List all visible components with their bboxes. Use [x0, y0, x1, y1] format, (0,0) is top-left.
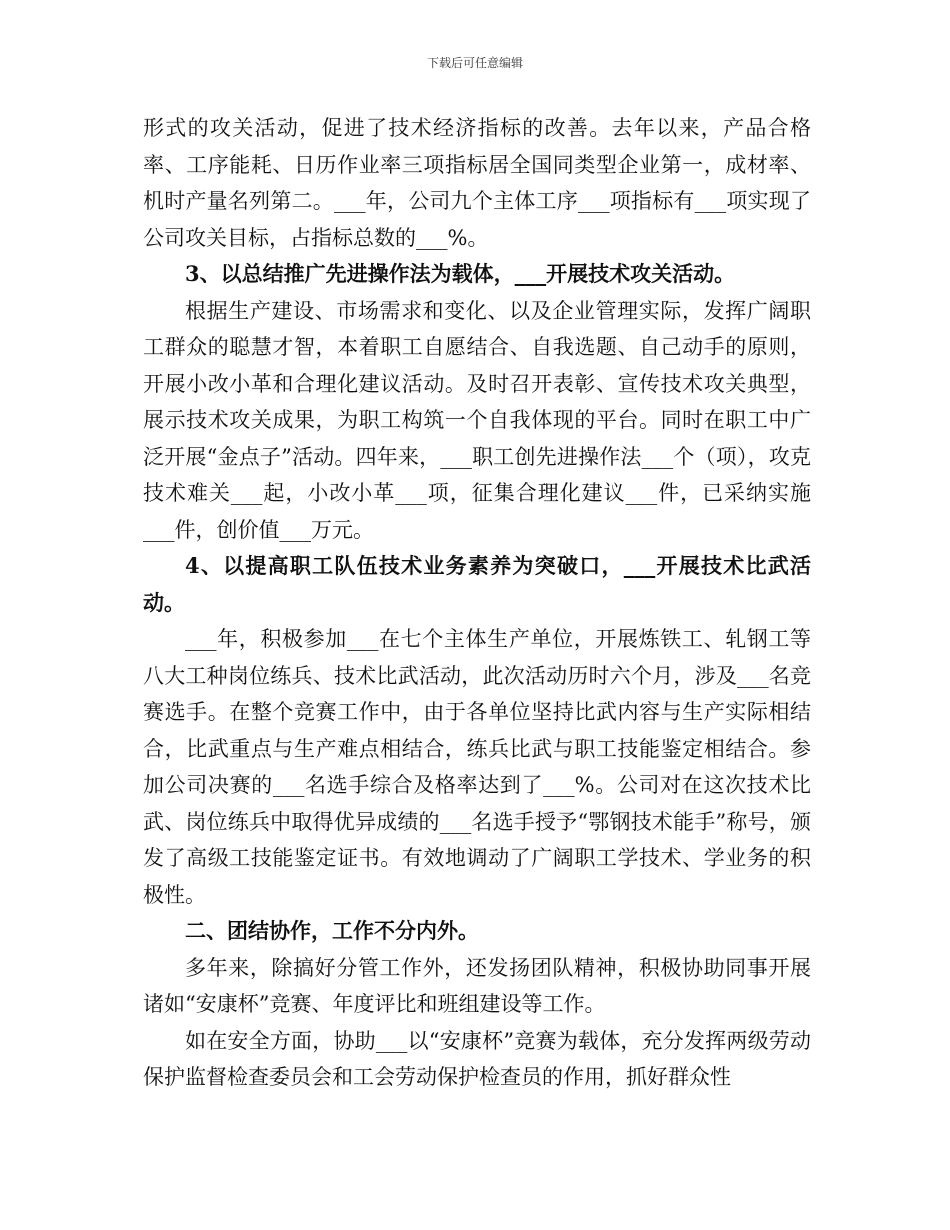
paragraph-tech-research: 根据生产建设、市场需求和变化、以及企业管理实际，发挥广阔职工群众的聪慧才智，本着职工自愿结合、自我选题、自己动手的原则，开展小改小革和合理化建议活动。及时召开表彰、宣传技术攻关典型，展示技术攻关成果，为职工构筑一个自我体现的平台。同时在职工中广泛开展“金点子”活动。四年来，___职工创先进操作法___个（项），攻克技术难关___起，小改小革___项，征集合理化建议___件，已采纳实施___件，创价值___万元。	[143, 298, 811, 542]
section-heading-4: 4、以提高职工队伍技术业务素养为突破口，___开展技术比武活动。	[143, 553, 811, 615]
document-body	[143, 110, 811, 1096]
paragraph-skill-competition: ___年，积极参加___在七个主体生产单位，开展炼铁工、轧钢工等八大工种岗位练兵、技术比武活动，此次活动历时六个月，涉及___名竞赛选手。在整个竞赛工作中，由于各单位坚持比武内容与生产实际相结合，比武重点与生产难点相结合，练兵比武与职工技能鉴定相结合。参加公司决赛的___名选手综合及格率达到了___%。公司对在这次技术比武、岗位练兵中取得优异成绩的___名选手授予“鄂钢技术能手”称号，颁发了高级工技能鉴定证书。有效地调动了广阔职工学技术、学业务的积极性。	[143, 627, 811, 907]
page-header: 下载后可任意编辑	[426, 56, 523, 70]
section-heading-teamwork: 二、团结协作，工作不分内外。	[185, 918, 479, 943]
paragraph-teamwork: 多年来，除搞好分管工作外，还发扬团队精神，积极协助同事开展诸如“安康杯”竞赛、年度评比和班组建设等工作。	[143, 955, 811, 1016]
paragraph-safety: 如在安全方面，协助___以“安康杯”竞赛为载体，充分发挥两级劳动保护监督检查委员会和工会劳动保护检查员的作用，抓好群众性	[143, 1028, 811, 1089]
paragraph-intro-continued: 形式的攻关活动，促进了技术经济指标的改善。去年以来，产品合格率、工序能耗、日历作业率三项指标居全国同类型企业第一，成材率、机时产量名列第二。___年，公司九个主体工序___项指标有___项实现了公司攻关目标，占指标总数的___%。	[143, 116, 811, 250]
section-heading-3: 3、以总结推广先进操作法为载体，___开展技术攻关活动。	[185, 261, 736, 286]
